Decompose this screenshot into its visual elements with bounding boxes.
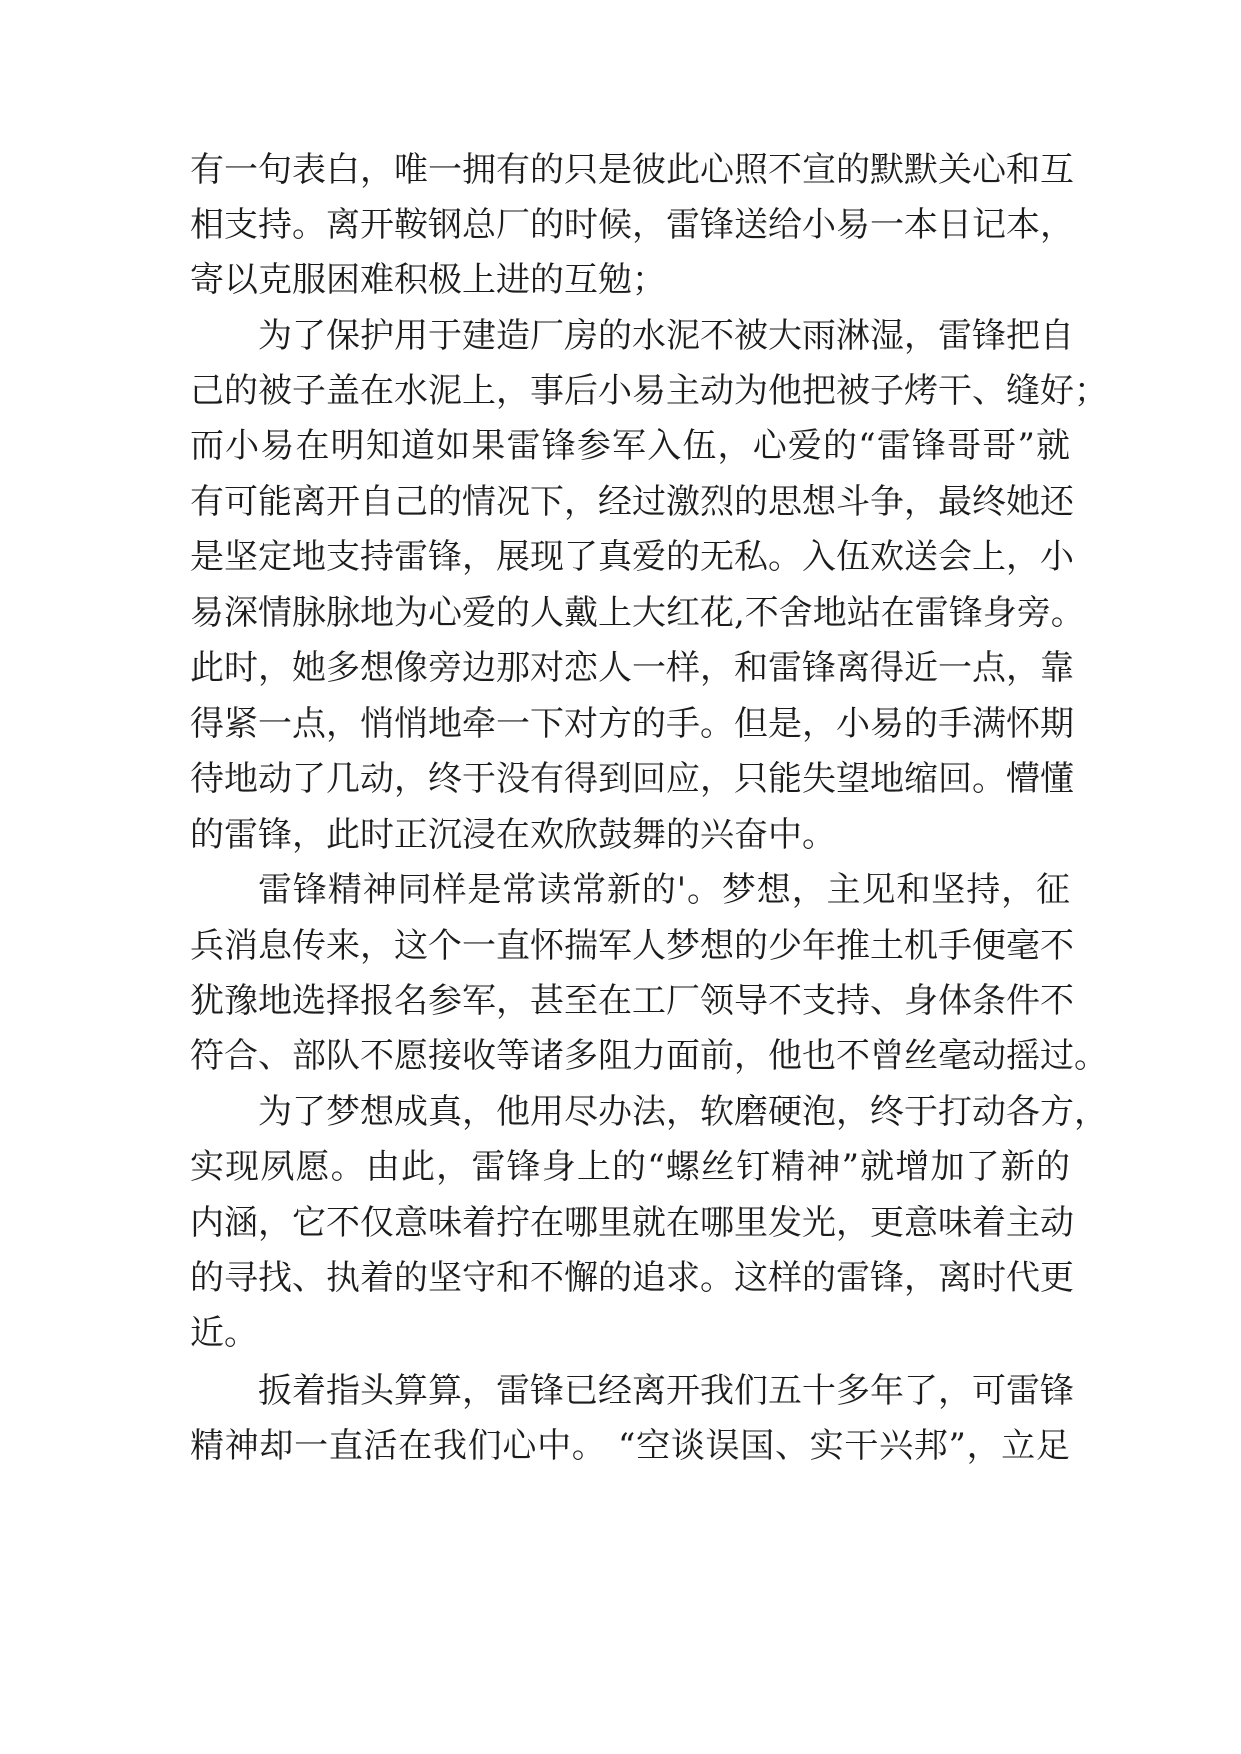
text-line: 的雷锋，此时正沉浸在欢欣鼓舞的兴奋中。 <box>190 815 836 855</box>
text-line: 近。 <box>190 1313 258 1353</box>
text-line: 精神却一直活在我们心中。 “空谈误国、实干兴邦”，立足 <box>190 1426 1070 1466</box>
text-line: 寄以克服困难积极上进的互勉； <box>190 260 666 300</box>
text-line: 为了保护用于建造厂房的水泥不被大雨淋湿，雷锋把自 <box>258 316 1074 356</box>
text-line: 易深情脉脉地为心爱的人戴上大红花,不舍地站在雷锋身旁。 <box>190 593 1085 633</box>
text-line: 犹豫地选择报名参军，甚至在工厂领导不支持、身体条件不 <box>190 981 1074 1021</box>
text-line: 待地动了几动，终于没有得到回应，只能失望地缩回。懵懂 <box>190 759 1074 799</box>
text-line: 己的被子盖在水泥上，事后小易主动为他把被子烤干、缝好； <box>190 371 1108 411</box>
text-line: 此时，她多想像旁边那对恋人一样，和雷锋离得近一点，靠 <box>190 648 1074 688</box>
text-line: 为了梦想成真，他用尽办法，软磨硬泡，终于打动各方， <box>258 1092 1108 1132</box>
text-line: 有可能离开自己的情况下，经过激烈的思想斗争，最终她还 <box>190 482 1074 522</box>
text-line: 扳着指头算算，雷锋已经离开我们五十多年了，可雷锋 <box>258 1371 1074 1411</box>
text-line: 的寻找、执着的坚守和不懈的追求。这样的雷锋，离时代更 <box>190 1258 1074 1298</box>
text-line: 兵消息传来，这个一直怀揣军人梦想的少年推土机手便毫不 <box>190 926 1074 966</box>
text-line: 而小易在明知道如果雷锋参军入伍，心爱的“雷锋哥哥”就 <box>190 426 1070 466</box>
text-line: 有一句表白，唯一拥有的只是彼此心照不宣的默默关心和互 <box>190 150 1074 190</box>
text-line: 符合、部队不愿接收等诸多阻力面前，他也不曾丝毫动摇过。 <box>190 1036 1108 1076</box>
text-line: 是坚定地支持雷锋，展现了真爱的无私。入伍欢送会上，小 <box>190 537 1074 577</box>
text-line: 雷锋精神同样是常读常新的'。梦想，主见和坚持，征 <box>258 870 1070 910</box>
text-line: 得紧一点，悄悄地牵一下对方的手。但是，小易的手满怀期 <box>190 704 1074 744</box>
text-line: 相支持。离开鞍钢总厂的时候，雷锋送给小易一本日记本， <box>190 205 1074 245</box>
text-line: 实现夙愿。由此，雷锋身上的“螺丝钉精神”就增加了新的 <box>190 1147 1070 1187</box>
text-line: 内涵，它不仅意味着拧在哪里就在哪里发光，更意味着主动 <box>190 1203 1074 1243</box>
